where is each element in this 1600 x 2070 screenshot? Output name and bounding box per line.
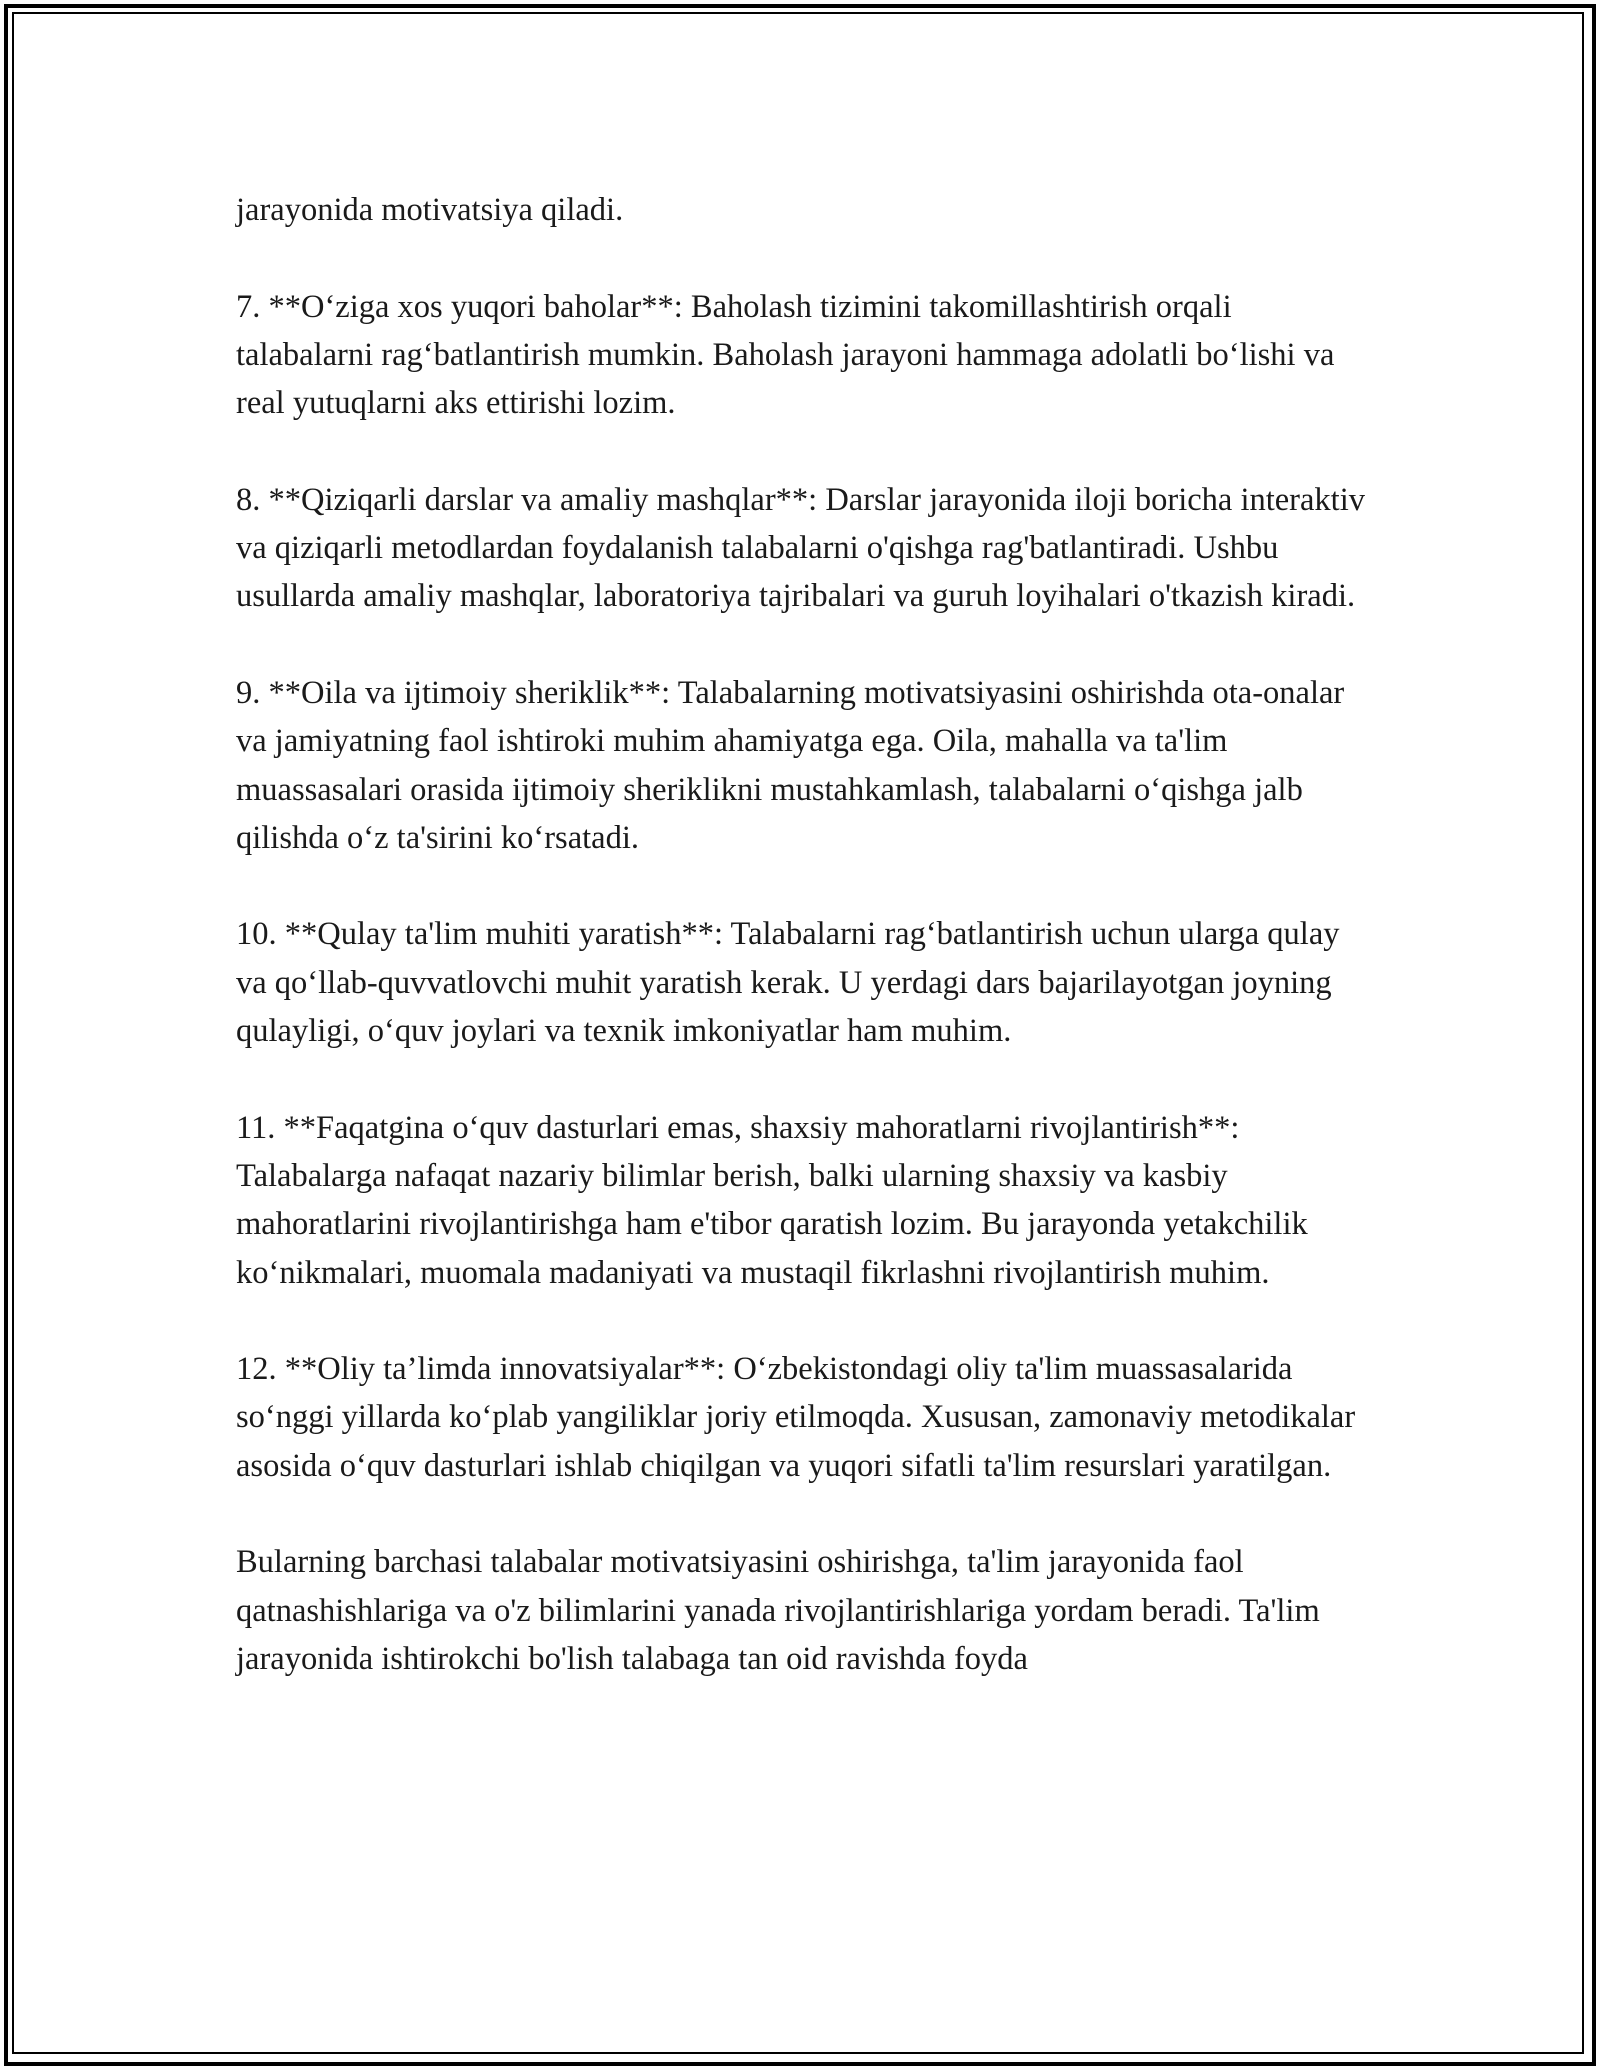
paragraph-item-7: 7. **O‘ziga xos yuqori baholar**: Baholash tizimini takomillashtirish orqali talabalarni rag‘batlantirish mumkin. Baholash jarayoni hammaga adolatli bo‘lishi va real yutuqlarni aks ettirishi lozim. (236, 288, 1335, 422)
paragraph-item-12: 12. **Oliy ta’limda innovatsiyalar**: O‘zbekistondagi oliy ta'lim muassasalarida so‘nggi yillarda ko‘plab yangiliklar joriy etilmoqda. Xususan, zamonaviy metodikalar asosida o‘quv dasturlari ishlab chiqilgan va yuqori sifatli ta'lim resurslari yaratilgan. (236, 1351, 1356, 1484)
paragraph-item-8: 8. **Qiziqarli darslar va amaliy mashqlar**: Darslar jarayonida iloji boricha interaktiv va qiziqarli metodlardan foydalanish talabalarni o'qishga rag'batlantiradi. Ushbu usullarda amaliy mashqlar, laboratoriya tajribalari va guruh loyihalari o'tkazish kiradi. (236, 481, 1365, 615)
paragraph-conclusion: Bularning barchasi talabalar motivatsiyasini oshirishga, ta'lim jarayonida faol qatnashishlariga va o'z bilimlarini yanada rivojlantirishlariga yordam beradi. Ta'lim jarayonida ishtirokchi bo'lish talabaga tan oid ravishda foyda (236, 1544, 1320, 1677)
paragraph-continuation: jarayonida motivatsiya qiladi. (236, 192, 624, 228)
paragraph-item-10: 10. **Qulay ta'lim muhiti yaratish**: Talabalarni rag‘batlantirish uchun ularga qulay va qo‘llab-quvvatlovchi muhit yaratish kerak. U yerdagi dars bajarilayotgan joyning qulayligi, o‘quv joylari va texnik imkoniyatlar ham muhim. (236, 916, 1340, 1050)
paragraph-item-9: 9. **Oila va ijtimoiy sheriklik**: Talabalarning motivatsiyasini oshirishda ota-onalar va jamiyatning faol ishtiroki muhim ahamiyatga ega. Oila, mahalla va ta'lim muassasalari orasida ijtimoiy sheriklikni mustahkamlash, talabalarni o‘qishga jalb qilishda o‘z ta'sirini ko‘rsatadi. (236, 674, 1345, 856)
document-body (236, 186, 1376, 1683)
paragraph-item-11: 11. **Faqatgina o‘quv dasturlari emas, shaxsiy mahoratlarni rivojlantirish**: Talabalarga nafaqat nazariy bilimlar berish, balki ularning shaxsiy va kasbiy mahoratlarini rivojlantirishga ham e'tibor qaratish lozim. Bu jarayonda yetakchilik ko‘nikmalari, muomala madaniyati va mustaqil fikrlashni rivojlantirish muhim. (236, 1109, 1308, 1291)
